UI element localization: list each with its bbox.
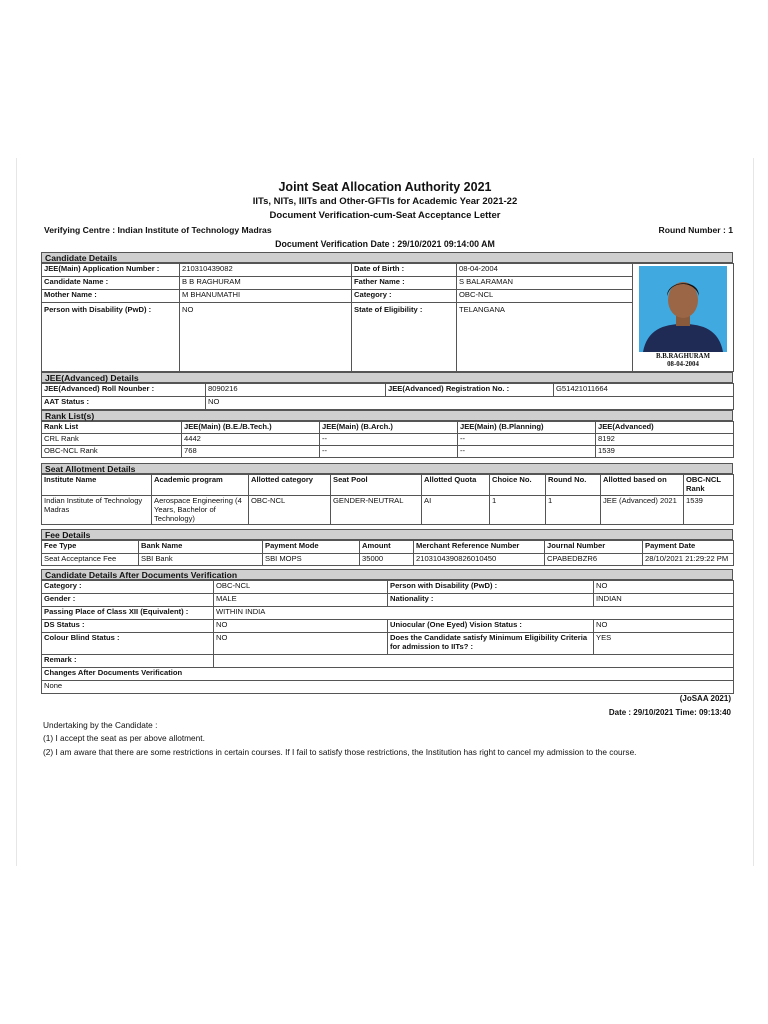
fee-cell: 2103104390826010450 <box>414 554 545 566</box>
letter-sheet <box>16 158 754 866</box>
allotment-header: OBC-NCL Rank <box>684 475 734 496</box>
changes-label: Changes After Documents Verification <box>42 668 734 681</box>
doc-title: Document Verification-cum-Seat Acceptance Letter <box>269 210 501 221</box>
fee-header: Merchant Reference Number <box>414 541 545 554</box>
fee-cell: SBI Bank <box>139 554 263 566</box>
aat-label: AAT Status : <box>42 397 206 410</box>
allotment-cell: Aerospace Engineering (4 Years, Bachelor of Technology) <box>152 496 249 525</box>
ds-label: DS Status : <box>42 620 214 633</box>
fee-cell: CPABEDBZR6 <box>545 554 643 566</box>
section-after-verification: Candidate Details After Documents Verification <box>41 569 733 580</box>
ds-value: NO <box>214 620 388 633</box>
section-advanced: JEE(Advanced) Details <box>41 372 733 383</box>
candidate-photo <box>639 266 727 352</box>
roll-value: 8090216 <box>206 384 386 397</box>
allotment-header: Allotted based on <box>601 475 684 496</box>
rank-header: JEE(Advanced) <box>596 422 734 434</box>
photo-caption-date: 08-04-2004 <box>667 361 699 368</box>
category-label: Category : <box>352 290 457 303</box>
table-row <box>42 496 734 525</box>
round-number: Round Number : 1 <box>658 225 733 235</box>
candidate-table <box>41 263 734 372</box>
letter-subtitle: IITs, NITs, IIITs and Other-GFTIs for Academic Year 2021-22 <box>252 196 518 207</box>
passing-value: WITHIN INDIA <box>214 607 734 620</box>
rank-header: Rank List <box>42 422 182 434</box>
after-pwd-label: Person with Disability (PwD) : <box>388 581 594 594</box>
rank-cell: 768 <box>182 446 320 458</box>
rank-header: JEE(Main) (B.E./B.Tech.) <box>182 422 320 434</box>
rank-cell: -- <box>320 446 458 458</box>
allotment-header: Allotted category <box>249 475 331 496</box>
dob-value: 08-04-2004 <box>457 264 633 277</box>
table-row <box>42 446 734 458</box>
roll-label: JEE(Advanced) Roll Nounber : <box>42 384 206 397</box>
section-rank-list: Rank List(s) <box>41 410 733 421</box>
allotment-table <box>41 474 734 525</box>
allotment-cell: OBC-NCL <box>249 496 331 525</box>
section-candidate-details: Candidate Details <box>41 252 733 263</box>
after-pwd-value: NO <box>594 581 734 594</box>
fee-header: Bank Name <box>139 541 263 554</box>
allotment-cell: AI <box>422 496 490 525</box>
fee-cell: 35000 <box>360 554 414 566</box>
fee-cell: SBI MOPS <box>263 554 360 566</box>
app-no-label: JEE(Main) Application Number : <box>42 264 180 277</box>
passing-label: Passing Place of Class XII (Equivalent) : <box>42 607 214 620</box>
nationality-label: Nationality : <box>388 594 594 607</box>
remark-label: Remark : <box>42 655 214 668</box>
rank-cell: 1539 <box>596 446 734 458</box>
min-eligibility-value: YES <box>594 633 734 655</box>
reg-value: G51421011664 <box>554 384 734 397</box>
nationality-value: INDIAN <box>594 594 734 607</box>
allotment-header: Academic program <box>152 475 249 496</box>
photo-caption-name: B.B.RAGHURAM <box>656 353 710 360</box>
gender-label: Gender : <box>42 594 214 607</box>
rank-header: JEE(Main) (B.Arch.) <box>320 422 458 434</box>
rank-table <box>41 421 734 458</box>
rank-cell: 8192 <box>596 434 734 446</box>
dob-label: Date of Birth : <box>352 264 457 277</box>
josaa-mark: (JoSAA 2021) <box>679 694 731 703</box>
state-label: State of Eligibility : <box>352 303 457 372</box>
uniocular-value: NO <box>594 620 734 633</box>
after-table <box>41 580 734 694</box>
dv-date: Document Verification Date : 29/10/2021 09:14:00 AM <box>275 239 495 249</box>
allotment-header: Choice No. <box>490 475 546 496</box>
advanced-table <box>41 383 734 410</box>
undertaking-point-1: (1) I accept the seat as per above allotment. <box>43 733 205 743</box>
mother-label: Mother Name : <box>42 290 180 303</box>
colour-blind-label: Colour Blind Status : <box>42 633 214 655</box>
changes-value: None <box>42 681 734 694</box>
allotment-cell: JEE (Advanced) 2021 <box>601 496 684 525</box>
colour-blind-value: NO <box>214 633 388 655</box>
pwd-value: NO <box>180 303 352 372</box>
app-no-value: 210310439082 <box>180 264 352 277</box>
name-label: Candidate Name : <box>42 277 180 290</box>
allotment-cell: Indian Institute of Technology Madras <box>42 496 152 525</box>
fee-cell: Seat Acceptance Fee <box>42 554 139 566</box>
fee-header: Amount <box>360 541 414 554</box>
rank-cell: -- <box>320 434 458 446</box>
verifying-centre: Verifying Centre : Indian Institute of Technology Madras <box>44 225 272 235</box>
rank-cell: OBC-NCL Rank <box>42 446 182 458</box>
state-value: TELANGANA <box>457 303 633 372</box>
section-fee: Fee Details <box>41 529 733 540</box>
reg-label: JEE(Advanced) Registration No. : <box>386 384 554 397</box>
fee-header: Payment Date <box>643 541 734 554</box>
rank-cell: CRL Rank <box>42 434 182 446</box>
after-category-value: OBC-NCL <box>214 581 388 594</box>
min-eligibility-label: Does the Candidate satisfy Minimum Eligibility Criteria for admission to IITs? : <box>388 633 594 655</box>
gender-value: MALE <box>214 594 388 607</box>
fee-table <box>41 540 734 566</box>
rank-cell: 4442 <box>182 434 320 446</box>
after-category-label: Category : <box>42 581 214 594</box>
aat-value: NO <box>206 397 734 410</box>
photo-cell <box>633 264 734 372</box>
fee-header: Fee Type <box>42 541 139 554</box>
father-label: Father Name : <box>352 277 457 290</box>
uniocular-label: Uniocular (One Eyed) Vision Status : <box>388 620 594 633</box>
rank-cell: -- <box>458 446 596 458</box>
section-seat-allotment: Seat Allotment Details <box>41 463 733 474</box>
letter-title: Joint Seat Allocation Authority 2021 <box>278 180 492 194</box>
father-value: S BALARAMAN <box>457 277 633 290</box>
fee-header: Payment Mode <box>263 541 360 554</box>
undertaking-point-2: (2) I am aware that there are some restrictions in certain courses. If I fail to satisfy those restrictions, the Institution has right to cancel my admission to the course. <box>43 747 637 757</box>
table-row <box>42 434 734 446</box>
allotment-header: Seat Pool <box>331 475 422 496</box>
table-row <box>42 554 734 566</box>
undertaking-title: Undertaking by the Candidate : <box>43 720 158 730</box>
allotment-cell: 1 <box>546 496 601 525</box>
pwd-label: Person with Disability (PwD) : <box>42 303 180 372</box>
allotment-header: Allotted Quota <box>422 475 490 496</box>
allotment-cell: 1 <box>490 496 546 525</box>
fee-header: Journal Number <box>545 541 643 554</box>
rank-header: JEE(Main) (B.Planning) <box>458 422 596 434</box>
rank-cell: -- <box>458 434 596 446</box>
category-value: OBC-NCL <box>457 290 633 303</box>
fee-cell: 28/10/2021 21:29:22 PM <box>643 554 734 566</box>
name-value: B B RAGHURAM <box>180 277 352 290</box>
allotment-cell: 1539 <box>684 496 734 525</box>
allotment-header: Institute Name <box>42 475 152 496</box>
mother-value: M BHANUMATHI <box>180 290 352 303</box>
allotment-header: Round No. <box>546 475 601 496</box>
print-datetime: Date : 29/10/2021 Time: 09:13:40 <box>608 708 731 717</box>
allotment-cell: GENDER-NEUTRAL <box>331 496 422 525</box>
remark-value <box>214 655 734 668</box>
